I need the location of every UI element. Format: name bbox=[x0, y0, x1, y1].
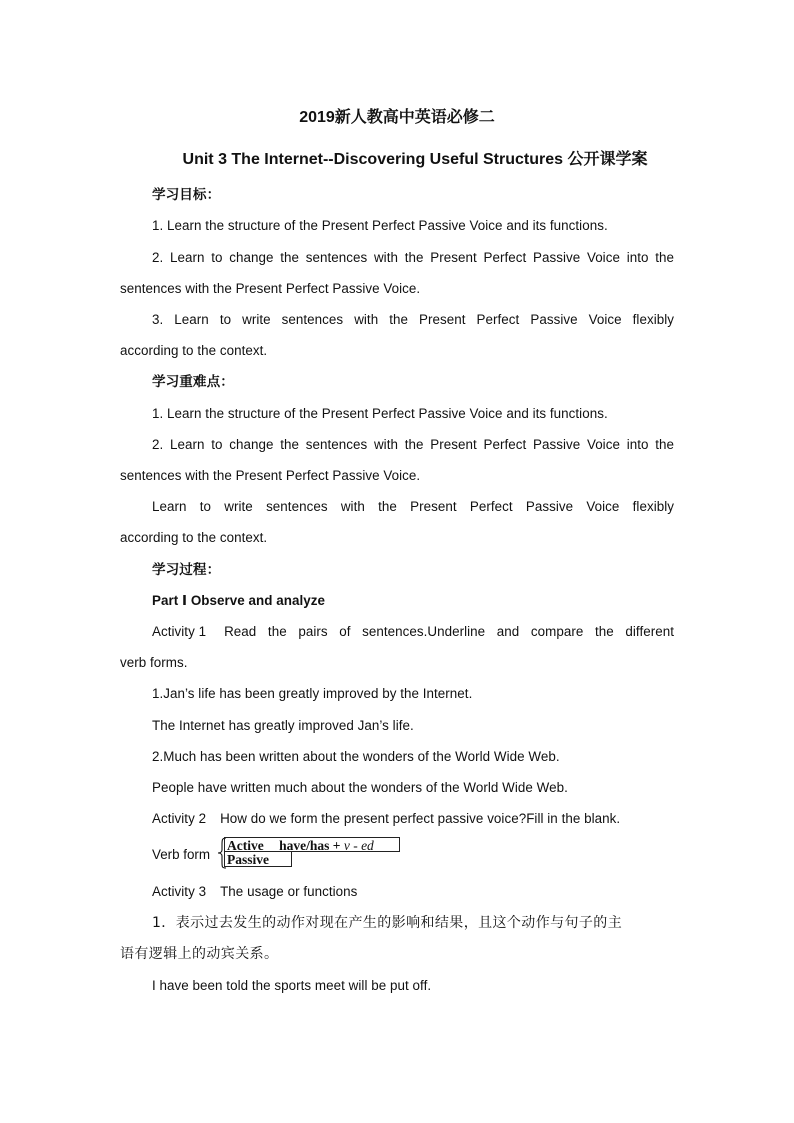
active-label: Active bbox=[227, 838, 264, 853]
key-point-item-2-line-1: 2. Learn to change the sentences with the Present Perfect Passive Voice into the bbox=[152, 437, 674, 452]
activity-1-sentence-4: People have written much about the wonders of the World Wide Web. bbox=[152, 780, 568, 795]
verb-form-active-row bbox=[224, 837, 400, 852]
activity-1-sentence-2: The Internet has greatly improved Jan’s life. bbox=[152, 718, 414, 733]
activity-1-instruction bbox=[152, 623, 674, 641]
verb-form-table bbox=[152, 837, 412, 871]
activity-1-text: Read the pairs of sentences.Underline and compare the different bbox=[224, 624, 674, 639]
active-formula-verb: v - ed bbox=[343, 838, 374, 853]
part-1-heading: Part Ⅰ Observe and analyze bbox=[152, 593, 325, 608]
verb-form-rows bbox=[224, 837, 400, 867]
activity-2-label: Activity 2 bbox=[152, 811, 207, 826]
active-formula: have/has + bbox=[279, 838, 341, 853]
activity-3-instruction bbox=[152, 883, 674, 901]
key-point-item-1: 1. Learn the structure of the Present Perfect Passive Voice and its functions. bbox=[152, 406, 608, 421]
activity-1-label: Activity 1 bbox=[152, 624, 207, 639]
goal-item-1: 1. Learn the structure of the Present Perfect Passive Voice and its functions. bbox=[152, 218, 608, 233]
activity-3-label: Activity 3 bbox=[152, 884, 207, 899]
verb-form-passive-row bbox=[224, 852, 292, 867]
process-heading: 学习过程： bbox=[152, 562, 221, 578]
usage-example-1: I have been told the sports meet will be put off. bbox=[152, 978, 432, 993]
activity-1-instruction-line-2: verb forms. bbox=[120, 655, 188, 670]
document-subtitle: Unit 3 The Internet--Discovering Useful Structures 公开课学案 bbox=[182, 151, 648, 168]
key-points-heading: 学习重难点： bbox=[152, 374, 234, 390]
goal-item-3-line-2: according to the context. bbox=[120, 343, 268, 358]
usage-point-1-line-1: 1．表示过去发生的动作对现在产生的影响和结果，且这个动作与句子的主 bbox=[152, 915, 623, 931]
key-point-item-3-line-2: according to the context. bbox=[120, 530, 268, 545]
key-point-item-3-line-1: Learn to write sentences with the Present Perfect Passive Voice flexibly bbox=[152, 499, 674, 514]
activity-3-text: The usage or functions bbox=[220, 884, 358, 899]
goal-item-2-line-2: sentences with the Present Perfect Passive Voice. bbox=[120, 281, 421, 296]
activity-1-sentence-3: 2.Much has been written about the wonders of the World Wide Web. bbox=[152, 749, 560, 764]
usage-point-1-line-2: 语有逻辑上的动宾关系。 bbox=[120, 946, 279, 962]
key-point-item-2-line-2: sentences with the Present Perfect Passive Voice. bbox=[120, 468, 421, 483]
activity-2-instruction bbox=[152, 810, 674, 828]
activity-2-text: How do we form the present perfect passive voice?Fill in the blank. bbox=[220, 811, 621, 826]
goal-item-2-line-1: 2. Learn to change the sentences with the Present Perfect Passive Voice into the bbox=[152, 250, 674, 265]
document-title: 2019新人教高中英语必修二 bbox=[299, 109, 495, 126]
verb-form-label: Verb form bbox=[152, 847, 211, 862]
goals-heading: 学习目标： bbox=[152, 187, 221, 203]
activity-1-sentence-1: 1.Jan’s life has been greatly improved by the Internet. bbox=[152, 686, 473, 701]
passive-label: Passive bbox=[227, 852, 269, 867]
goal-item-3-line-1: 3. Learn to write sentences with the Present Perfect Passive Voice flexibly bbox=[152, 312, 674, 327]
